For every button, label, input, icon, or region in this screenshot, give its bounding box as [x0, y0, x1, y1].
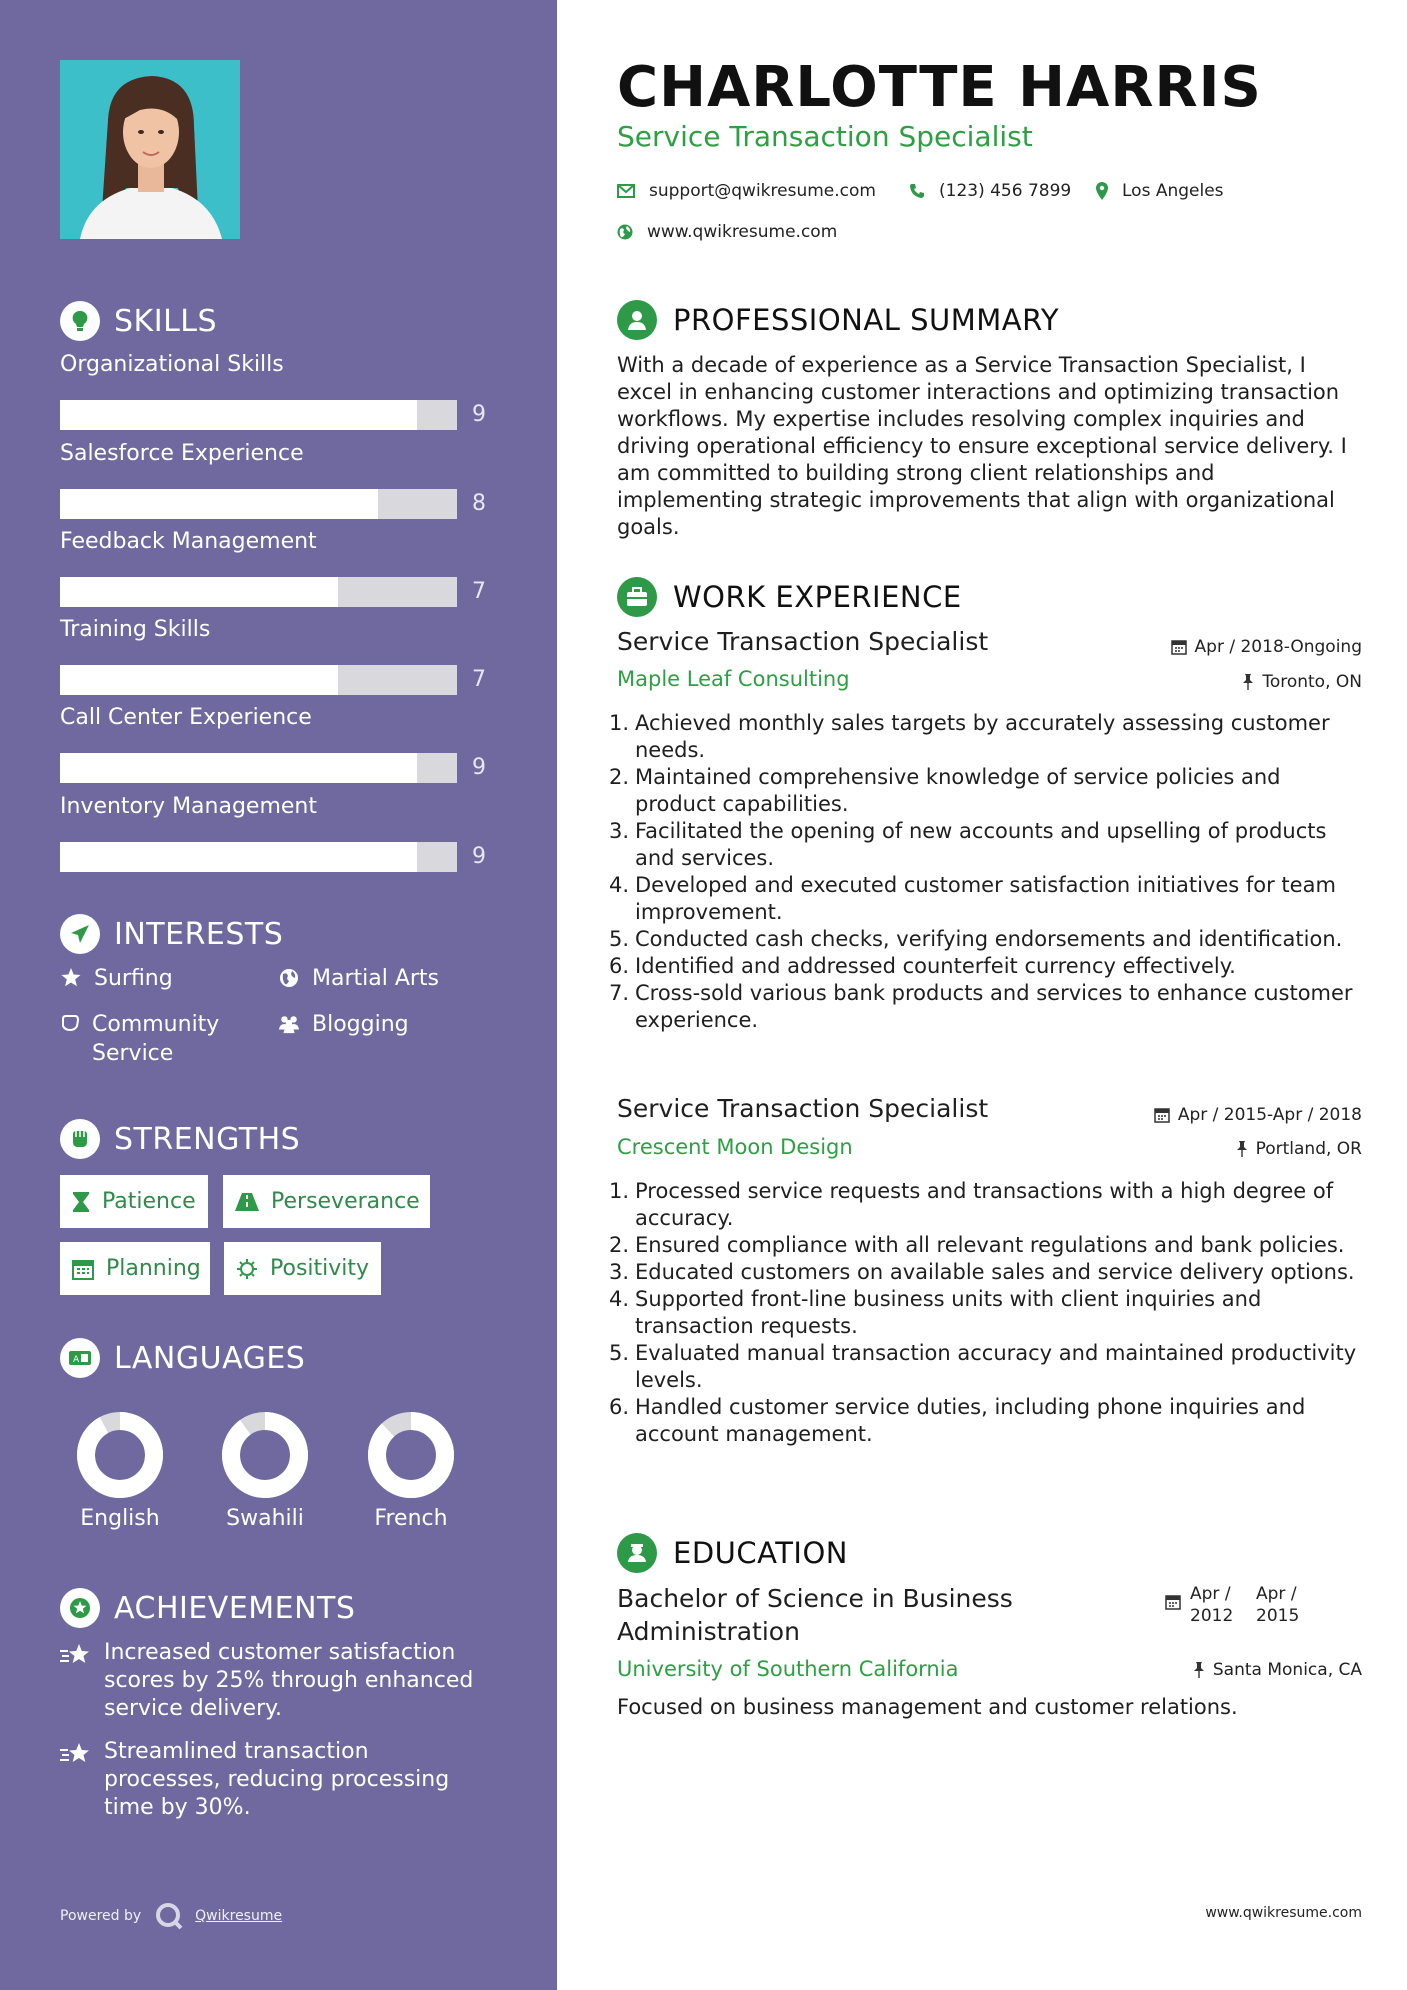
job-location-text: Toronto, ON — [1262, 672, 1362, 692]
strengths-heading — [60, 1119, 300, 1159]
skill-bar-fill — [60, 842, 417, 872]
location-text: Los Angeles — [1122, 181, 1224, 201]
list-item: 3. Facilitated the opening of new accounts and upselling of products and services. — [609, 819, 1327, 870]
achievements-heading — [60, 1588, 355, 1628]
skill-bar-fill — [60, 665, 338, 695]
strengths-title: STRENGTHS — [114, 1121, 301, 1157]
job-dates — [1171, 637, 1362, 657]
job-dates — [1154, 1105, 1362, 1125]
profile-photo — [60, 60, 240, 239]
shooting-star-icon — [60, 1639, 92, 1723]
company-name: Crescent Moon Design — [617, 1135, 853, 1159]
list-item: 1. Achieved monthly sales targets by accurately assessing customer needs. — [609, 711, 1330, 762]
skill-name: Inventory Management — [60, 794, 317, 819]
shooting-star-icon — [60, 1738, 92, 1822]
qwikresume-logo-icon — [155, 1902, 183, 1930]
interests-heading — [60, 914, 283, 954]
contact-location — [1096, 181, 1224, 201]
list-item: 3. Educated customers on available sales and service delivery options. — [609, 1260, 1355, 1284]
education-dates — [1165, 1583, 1322, 1627]
skill-name: Organizational Skills — [60, 352, 284, 377]
summary-heading — [617, 300, 1059, 340]
calendar-icon — [1171, 639, 1187, 655]
language-donut — [356, 1400, 466, 1514]
edu-end-month: Apr / — [1256, 1584, 1297, 1604]
edu-start-year: 2012 — [1190, 1606, 1234, 1626]
contact-phone — [909, 181, 1071, 201]
skill-bar-fill — [60, 753, 417, 783]
strength-label: Positivity — [270, 1256, 370, 1281]
interest-label: Blogging — [312, 1012, 409, 1037]
svg-text:A: A — [73, 1355, 80, 1365]
list-item: 2. Maintained comprehensive knowledge of service policies and product capabilities. — [609, 765, 1281, 816]
main-content — [557, 0, 1407, 1990]
skill-value: 9 — [472, 844, 486, 869]
interests-title: INTERESTS — [114, 916, 284, 952]
contact-website — [617, 222, 837, 242]
school-name: University of Southern California — [617, 1657, 959, 1681]
paper-plane-icon — [60, 914, 100, 954]
skill-bar-fill — [60, 400, 417, 430]
phone-icon — [909, 183, 925, 199]
calendar-icon — [1154, 1107, 1170, 1123]
powered-by — [60, 1902, 282, 1930]
skill-item — [60, 703, 500, 783]
skills-heading — [60, 301, 217, 341]
job-title: Service Transaction Specialist — [617, 627, 989, 656]
job-location — [1236, 1139, 1362, 1159]
language-donut — [210, 1400, 320, 1514]
skill-bar-fill — [60, 577, 338, 607]
skill-value: 9 — [472, 755, 486, 780]
interest-label: Community Service — [92, 1012, 220, 1066]
language-donut — [65, 1400, 175, 1514]
edu-start-month: Apr / — [1190, 1584, 1231, 1604]
job-bullets — [609, 710, 1364, 1034]
graduate-icon — [617, 1533, 657, 1573]
language-label: French — [374, 1506, 448, 1531]
footer-website[interactable]: www.qwikresume.com — [1205, 1905, 1362, 1921]
skill-value: 9 — [472, 402, 486, 427]
list-item: 4. Supported front-line business units with client inquiries and transaction requests. — [609, 1287, 1262, 1338]
skill-name: Training Skills — [60, 617, 211, 642]
star-icon — [60, 964, 82, 993]
list-item: 6. Handled customer service duties, including phone inquiries and account management. — [609, 1395, 1306, 1446]
candidate-role: Service Transaction Specialist — [617, 120, 1033, 153]
achievement-text: Streamlined transaction processes, reducing processing time by 30%. — [104, 1739, 450, 1820]
interest-item — [278, 1010, 409, 1039]
calendar-icon — [1165, 1583, 1181, 1627]
education-location — [1193, 1660, 1362, 1680]
strength-label: Planning — [106, 1256, 201, 1281]
skill-value: 7 — [472, 579, 486, 604]
skill-name: Salesforce Experience — [60, 441, 304, 466]
powered-by-label: Powered by — [60, 1908, 142, 1924]
pushpin-icon — [1236, 1141, 1248, 1157]
briefcase-icon — [617, 577, 657, 617]
experience-heading — [617, 577, 962, 617]
skill-bar-fill — [60, 489, 378, 519]
list-item: 7. Cross-sold various bank products and services to enhance customer experience. — [609, 981, 1353, 1032]
sidebar — [0, 0, 557, 1990]
skill-name: Feedback Management — [60, 529, 317, 554]
road-icon — [235, 1193, 259, 1211]
pushpin-icon — [1193, 1662, 1205, 1678]
fist-icon — [60, 1119, 100, 1159]
qwikresume-link[interactable]: Qwikresume — [195, 1908, 283, 1924]
job-location — [1242, 672, 1362, 692]
language-label: Swahili — [226, 1506, 304, 1531]
skill-item — [60, 615, 500, 695]
skill-item — [60, 350, 500, 430]
users-icon — [278, 1010, 300, 1039]
summary-title: PROFESSIONAL SUMMARY — [673, 303, 1060, 337]
job-dates-text: Apr / 2018-Ongoing — [1194, 637, 1362, 657]
strength-chip — [223, 1175, 430, 1228]
skill-value: 7 — [472, 667, 486, 692]
website-text[interactable]: www.qwikresume.com — [647, 222, 838, 242]
list-item: 6. Identified and addressed counterfeit currency effectively. — [609, 954, 1236, 978]
skill-value: 8 — [472, 491, 486, 516]
job-dates-text: Apr / 2015-Apr / 2018 — [1177, 1105, 1362, 1125]
skill-item — [60, 792, 500, 872]
list-item: 5. Evaluated manual transaction accuracy and maintained productivity levels. — [609, 1341, 1357, 1392]
interest-label: Surfing — [94, 966, 173, 991]
skill-item — [60, 527, 500, 607]
candidate-name: CHARLOTTE HARRIS — [617, 55, 1262, 120]
interest-item — [60, 1010, 230, 1068]
pushpin-icon — [1242, 674, 1254, 690]
strength-chip — [60, 1175, 208, 1228]
lightbulb-icon — [60, 301, 100, 341]
interest-label: Martial Arts — [312, 966, 440, 991]
achievement-item — [60, 1639, 490, 1723]
job-title: Service Transaction Specialist — [617, 1094, 989, 1123]
list-item: 4. Developed and executed customer satisfaction initiatives for team improvement. — [609, 873, 1336, 924]
skill-name: Call Center Experience — [60, 705, 312, 730]
user-icon — [617, 300, 657, 340]
achievement-item — [60, 1738, 490, 1822]
list-item: 2. Ensured compliance with all relevant regulations and bank policies. — [609, 1233, 1345, 1257]
interest-item — [278, 964, 439, 993]
language-label: English — [80, 1506, 160, 1531]
skill-item — [60, 439, 500, 519]
summary-text: With a decade of experience as a Service Transaction Specialist, I excel in enhancing customer interactions and optimizing transaction workflows. My expertise includes resolving complex inquiries and driving operational efficiency to ensure exceptional service delivery. I am committed to building strong client relationships and implementing strategic improvements that align with organizational goals. — [617, 353, 1347, 539]
language-icon — [60, 1338, 100, 1378]
education-description: Focused on business management and customer relations. — [617, 1695, 1238, 1719]
strength-label: Perseverance — [271, 1189, 420, 1214]
company-name: Maple Leaf Consulting — [617, 667, 850, 691]
interest-item — [60, 964, 173, 993]
map-pin-icon — [1096, 182, 1108, 200]
globe-icon — [617, 224, 633, 240]
envelope-icon — [617, 184, 635, 198]
education-location-text: Santa Monica, CA — [1212, 1660, 1362, 1680]
strength-chip — [60, 1242, 210, 1295]
email-text[interactable]: support@qwikresume.com — [649, 181, 876, 201]
education-title: EDUCATION — [673, 1536, 849, 1570]
job-location-text: Portland, OR — [1255, 1139, 1362, 1159]
strength-chip — [224, 1242, 381, 1295]
achievements-title: ACHIEVEMENTS — [114, 1590, 356, 1626]
skills-title: SKILLS — [114, 303, 218, 339]
education-heading — [617, 1533, 848, 1573]
globe-icon — [278, 964, 300, 993]
languages-title: LANGUAGES — [114, 1340, 306, 1376]
achievement-text: Increased customer satisfaction scores by 25% through enhanced service delivery. — [104, 1640, 474, 1721]
degree-title: Bachelor of Science in Business Administration — [617, 1584, 1013, 1646]
edu-end-year: 2015 — [1256, 1606, 1300, 1626]
job-bullets — [609, 1178, 1364, 1448]
sun-icon — [236, 1258, 258, 1280]
phone-text: (123) 456 7899 — [939, 181, 1072, 201]
list-item: 5. Conducted cash checks, verifying endorsements and identification. — [609, 927, 1343, 951]
contact-email — [617, 181, 876, 201]
hand-icon — [60, 1010, 80, 1068]
list-item: 1. Processed service requests and transactions with a high degree of accuracy. — [609, 1179, 1334, 1230]
experience-title: WORK EXPERIENCE — [673, 580, 962, 614]
languages-heading — [60, 1338, 305, 1378]
award-star-icon — [60, 1588, 100, 1628]
calendar-icon — [72, 1258, 94, 1280]
hourglass-icon — [72, 1191, 90, 1213]
strength-label: Patience — [102, 1189, 196, 1214]
